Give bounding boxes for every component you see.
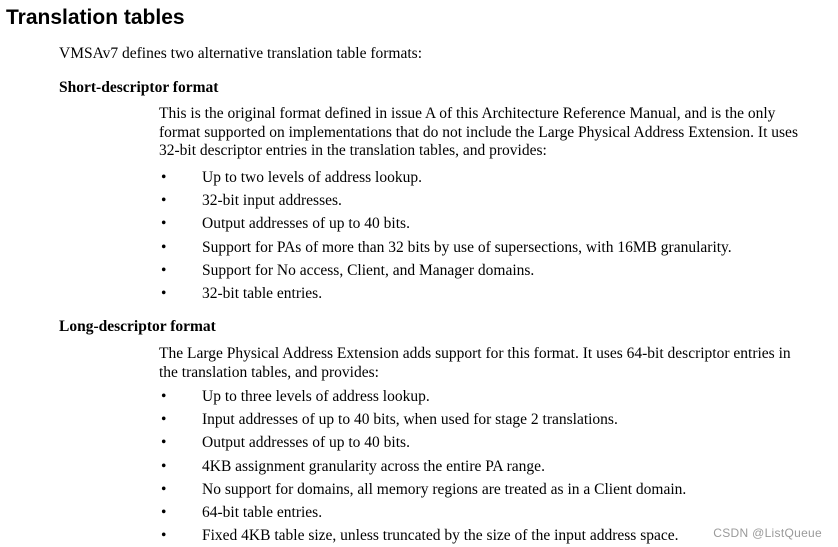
list-item-text: Input addresses of up to 40 bits, when used for stage 2 translations. bbox=[202, 411, 618, 429]
list-item bbox=[159, 212, 732, 235]
list-item-text: 32-bit input addresses. bbox=[202, 192, 342, 210]
list-item bbox=[159, 431, 686, 454]
list-item-text: Output addresses of up to 40 bits. bbox=[202, 434, 410, 452]
bullet-icon: • bbox=[161, 503, 167, 521]
list-item bbox=[159, 524, 686, 547]
section-heading: Translation tables bbox=[6, 6, 185, 29]
long-format-paragraph: The Large Physical Address Extension adds support for this format. It uses 64-bit descriptor entries in the translation tables, and provides: bbox=[159, 345, 791, 381]
bullet-icon: • bbox=[161, 388, 167, 405]
bullet-icon: • bbox=[161, 261, 167, 279]
list-item-text: No support for domains, all memory regions are treated as in a Client domain. bbox=[202, 480, 687, 498]
bullet-icon: • bbox=[161, 527, 167, 545]
bullet-icon: • bbox=[161, 192, 167, 210]
bullet-icon: • bbox=[161, 169, 167, 186]
long-format-list bbox=[159, 385, 686, 547]
list-item bbox=[159, 455, 686, 478]
short-format-list bbox=[159, 166, 732, 305]
list-item bbox=[159, 478, 686, 501]
bullet-icon: • bbox=[161, 411, 167, 429]
bullet-icon: • bbox=[161, 238, 167, 256]
list-item bbox=[159, 408, 686, 431]
intro-text: VMSAv7 defines two alternative translation table formats: bbox=[59, 45, 423, 62]
list-item bbox=[159, 282, 732, 305]
list-item-text: Support for No access, Client, and Manager domains. bbox=[202, 261, 535, 279]
list-item-text: Up to three levels of address lookup. bbox=[202, 388, 430, 405]
bullet-icon: • bbox=[161, 457, 167, 475]
bullet-icon: • bbox=[161, 284, 167, 302]
list-item bbox=[159, 166, 732, 189]
list-item-text: 64-bit table entries. bbox=[202, 503, 323, 521]
bullet-icon: • bbox=[161, 215, 167, 233]
list-item bbox=[159, 189, 732, 212]
list-item bbox=[159, 385, 686, 408]
list-item bbox=[159, 259, 732, 282]
list-item-text: 4KB assignment granularity across the entire PA range. bbox=[202, 457, 545, 475]
list-item-text: Output addresses of up to 40 bits. bbox=[202, 215, 410, 233]
bullet-icon: • bbox=[161, 480, 167, 498]
list-item-text: 32-bit table entries. bbox=[202, 284, 323, 302]
bullet-icon: • bbox=[161, 434, 167, 452]
short-format-paragraph: This is the original format defined in issue A of this Architecture Reference Manual, and is the only format supported on implementations that do not include the Large Physical Address Extension. It uses 32-bit descriptor entries in the translation tables, and provides: bbox=[159, 105, 798, 159]
watermark: CSDN @ListQueue bbox=[713, 526, 822, 540]
long-format-title: Long-descriptor format bbox=[59, 318, 216, 335]
list-item bbox=[159, 501, 686, 524]
list-item bbox=[159, 236, 732, 259]
short-format-title: Short-descriptor format bbox=[59, 79, 219, 96]
list-item-text: Up to two levels of address lookup. bbox=[202, 169, 422, 186]
list-item-text: Fixed 4KB table size, unless truncated by the size of the input address space. bbox=[202, 527, 679, 545]
list-item-text: Support for PAs of more than 32 bits by use of supersections, with 16MB granularity. bbox=[202, 238, 732, 256]
